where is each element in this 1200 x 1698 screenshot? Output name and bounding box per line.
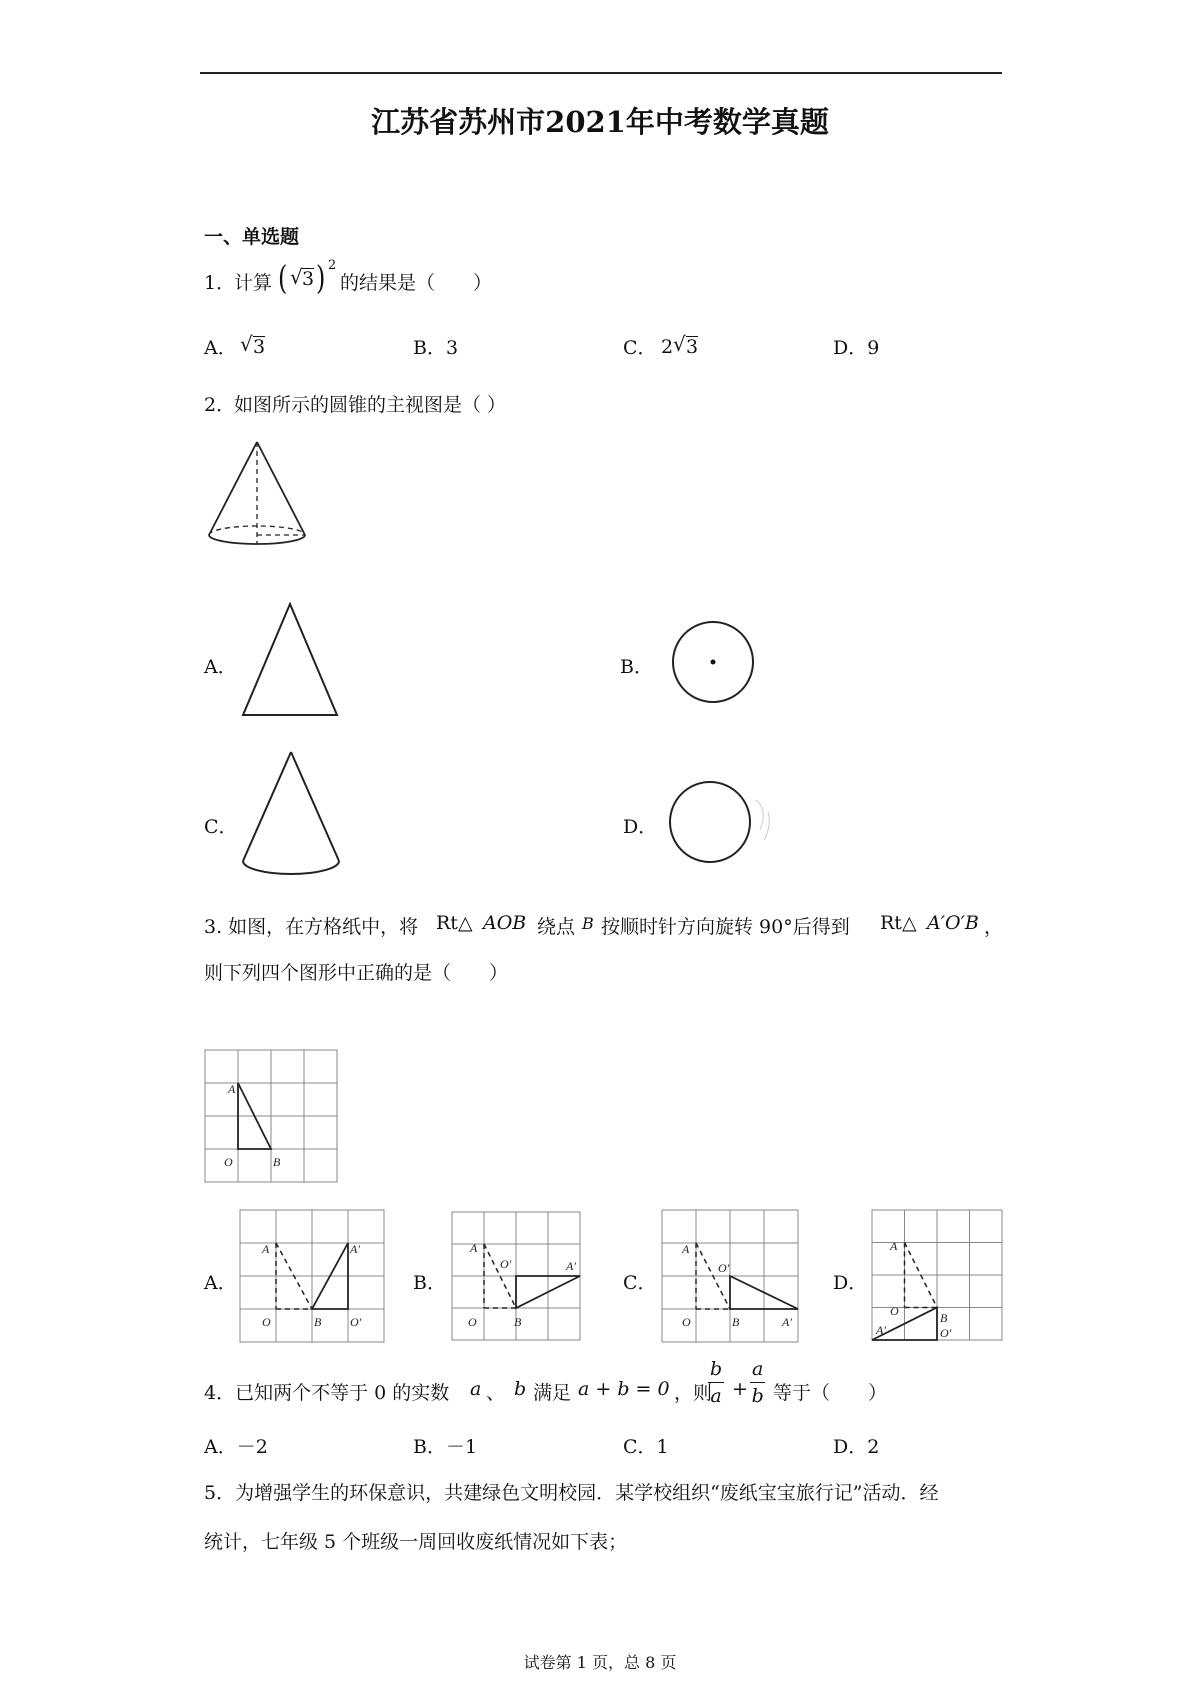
point-label-a: A [890, 1239, 898, 1253]
q2-option-c-label[interactable]: C． [204, 816, 238, 838]
q4-then: ，则 [674, 1382, 713, 1404]
circle-option-figure [668, 780, 788, 870]
point-label-a: A [228, 1082, 236, 1096]
q4-option-b[interactable]: B．－1 [413, 1436, 478, 1458]
fraction-denominator: b [751, 1385, 764, 1407]
point-label-o: O [468, 1315, 477, 1329]
point-label-b: B [314, 1315, 322, 1329]
q4-plus: + [732, 1378, 748, 1400]
point-label-o: O [682, 1315, 691, 1329]
header-rule [200, 72, 1002, 74]
q1-option-b[interactable]: B．3 [413, 337, 459, 359]
q1-option-a-radicand: 3 [253, 336, 266, 358]
q2-option-b-label[interactable]: B． [620, 656, 653, 678]
q1-exponent: 2 [328, 258, 337, 273]
point-label-a: A [470, 1241, 478, 1255]
q2-number: 2． [204, 394, 236, 416]
point-label-o-prime: O′ [500, 1257, 512, 1271]
q3-line1-end: ， [984, 916, 1004, 938]
point-label-a-prime: A′ [876, 1323, 886, 1337]
q3-aob: AOB [483, 912, 527, 934]
point-label-o-prime: O′ [718, 1261, 730, 1275]
q1-option-a-label[interactable]: A． [204, 337, 237, 359]
page-footer: 试卷第 1 页，总 8 页 [523, 1653, 677, 1672]
circle-dot-option-figure [671, 620, 755, 704]
fraction-denominator: a [710, 1385, 722, 1407]
section-heading: 一、单选题 [204, 226, 300, 248]
q2-option-a-label[interactable]: A． [204, 656, 237, 678]
q1-suffix: 的结果是（ ） [340, 272, 493, 294]
fraction-numerator: a [750, 1356, 765, 1383]
page-title: 江苏省苏州市2021年中考数学真题 [371, 105, 829, 139]
q1-option-c-label[interactable]: C． [623, 337, 657, 359]
point-label-o: O [262, 1315, 271, 1329]
q4-mid: 满足 [533, 1382, 572, 1404]
q1-number: 1． [204, 272, 236, 294]
cone-figure [205, 438, 315, 563]
q5-line2: 统计，七年级 5 个班级一周回收废纸情况如下表； [204, 1531, 628, 1553]
q3-mid1: 绕点 [537, 916, 576, 938]
q1-option-c-radicand: 3 [686, 336, 699, 358]
q4-option-a[interactable]: A．－2 [204, 1436, 268, 1458]
point-label-o-prime: O′ [350, 1315, 362, 1329]
q2-text: 如图所示的圆锥的主视图是（ ） [234, 394, 507, 416]
point-label-o: O [890, 1304, 899, 1318]
q3-rt2: Rt△ [880, 912, 917, 934]
point-label-a-prime: A′ [350, 1242, 360, 1256]
q2-option-d-label[interactable]: D． [623, 816, 658, 838]
q1-prefix: 计算 [234, 272, 273, 294]
q3-original-grid [205, 1050, 338, 1183]
q4-option-d[interactable]: D．2 [833, 1436, 880, 1458]
sqrt-icon: √ [290, 265, 303, 289]
q3-option-b-grid [452, 1212, 582, 1342]
point-label-a-prime: A′ [566, 1259, 576, 1273]
q3-option-a-grid [240, 1210, 385, 1343]
q3-b: B [582, 914, 594, 933]
q3-option-a-label[interactable]: A． [204, 1272, 237, 1294]
q4-option-c[interactable]: C．1 [623, 1436, 669, 1458]
q1-option-d[interactable]: D．9 [833, 337, 880, 359]
q4-prefix: 4．已知两个不等于 0 的实数 [204, 1382, 450, 1404]
triangle-option-figure [240, 600, 340, 720]
point-label-o: O [224, 1155, 233, 1169]
q3-option-b-label[interactable]: B． [413, 1272, 446, 1294]
point-label-b: B [273, 1155, 281, 1169]
q3-option-d-label[interactable]: D． [833, 1272, 868, 1294]
q4-equation: a + b = 0 [578, 1378, 670, 1400]
fraction-numerator: b [708, 1356, 724, 1383]
q4-separator: 、 [486, 1382, 506, 1404]
point-label-a-prime: A′ [782, 1315, 792, 1329]
q4-suffix: 等于（ ） [773, 1382, 888, 1404]
q3-option-d-grid [872, 1210, 1004, 1342]
q4-var-a: a [470, 1378, 482, 1400]
q4-fraction-a-over-b [750, 1356, 765, 1409]
sqrt-icon: √ [673, 332, 686, 356]
point-label-b: B [732, 1315, 740, 1329]
q4-fraction-b-over-a [708, 1356, 724, 1409]
point-label-o-prime: O′ [940, 1326, 952, 1340]
q3-aob-prime: A′O′B [927, 912, 979, 934]
q1-option-c-coef: 2 [661, 336, 674, 358]
point-label-a: A [682, 1242, 690, 1256]
q3-line1-prefix: 3. 如图，在方格纸中，将 [204, 916, 419, 938]
q1-right-paren: ) [316, 259, 326, 297]
cone-option-figure [240, 748, 344, 883]
q1-radicand: 3 [302, 268, 315, 290]
q3-rt1: Rt△ [436, 912, 473, 934]
q3-line2: 则下列四个图形中正确的是（ ） [204, 962, 509, 984]
point-label-b: B [940, 1311, 948, 1325]
sqrt-icon: √ [240, 332, 253, 356]
q3-option-c-label[interactable]: C． [623, 1272, 657, 1294]
point-label-a: A [262, 1242, 270, 1256]
q5-line1: 5．为增强学生的环保意识，共建绿色文明校园．某学校组织“废纸宝宝旅行记”活动．经 [204, 1482, 939, 1504]
q1-left-paren: ( [278, 259, 288, 297]
q3-mid2: 按顺时针方向旋转 90°后得到 [601, 916, 850, 938]
q3-option-c-grid [662, 1210, 800, 1343]
q4-var-b: b [514, 1378, 527, 1400]
point-label-b: B [514, 1315, 522, 1329]
